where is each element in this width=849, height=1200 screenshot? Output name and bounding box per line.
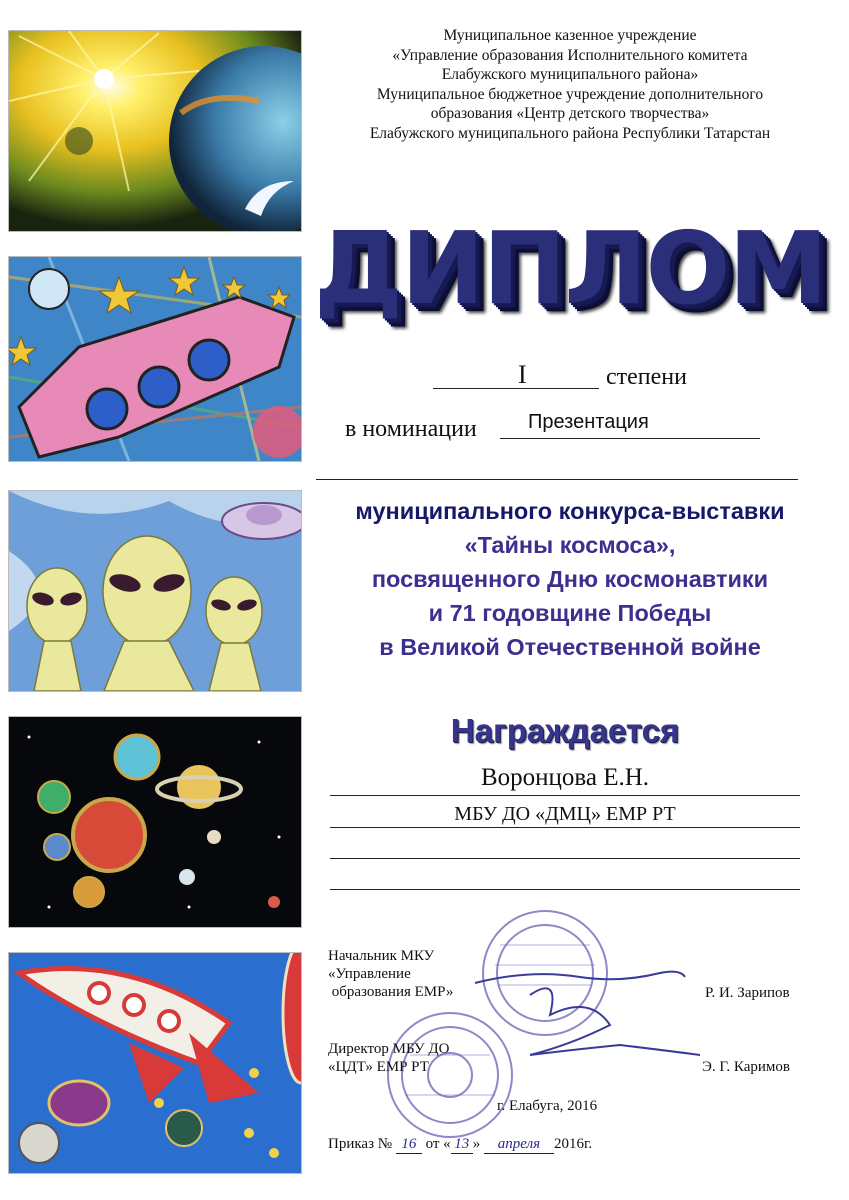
blank-line	[316, 479, 798, 480]
order-number: 16	[396, 1135, 422, 1154]
signatory-2-title-line: «ЦДТ» ЕМР РТ	[328, 1059, 429, 1075]
contest-line: посвященного Дню космонавтики	[371, 566, 769, 592]
order-prefix: Приказ №	[328, 1136, 393, 1152]
signatory-1-title-line: образования ЕМР»	[328, 984, 454, 1000]
artwork-rocket-beads	[8, 952, 302, 1174]
contest-line: «Тайны космоса»,	[464, 532, 676, 558]
contest-description	[310, 494, 830, 664]
signatory-2-title	[328, 1040, 449, 1076]
order-from: от «	[425, 1136, 451, 1152]
blank-line	[330, 889, 800, 890]
header-line: Елабужского муниципального района»	[441, 66, 699, 84]
nomination-underline	[500, 438, 760, 439]
nomination-label: в номинации	[345, 416, 477, 442]
blank-line	[330, 858, 800, 859]
contest-line: в Великой Отечественной войне	[379, 634, 761, 660]
rocket-crayon-illustration	[9, 257, 301, 461]
signature-2-icon	[530, 988, 700, 1055]
recipient-name: Воронцова Е.Н.	[480, 764, 650, 791]
rocket-beads-illustration	[9, 953, 301, 1173]
org-underline	[330, 827, 800, 828]
artwork-aliens	[8, 490, 302, 692]
header-line: образования «Центр детского творчества»	[430, 105, 710, 123]
sun-planet-illustration	[9, 31, 301, 231]
order-year: 2016г.	[553, 1136, 593, 1152]
order-close: »	[472, 1136, 481, 1152]
degree-underline	[433, 388, 599, 389]
artwork-rocket-crayon	[8, 256, 302, 462]
header-line: Елабужского муниципального района Республики Татарстан	[369, 124, 771, 142]
signatory-1-title-line: Начальник МКУ	[328, 948, 435, 964]
aliens-illustration	[9, 491, 301, 691]
signature-marks	[470, 955, 700, 1075]
order-line	[328, 1135, 592, 1154]
artwork-planets	[8, 716, 302, 928]
signatory-2-name: Э. Г. Каримов	[702, 1059, 790, 1075]
awarded-label: Награждается	[450, 712, 680, 749]
header-line: Муниципальное бюджетное учреждение дополнительного	[376, 85, 764, 103]
signatory-2-title-line: Директор МБУ ДО	[328, 1041, 450, 1057]
nomination-value: Презентация	[528, 411, 649, 433]
signatory-1-title	[328, 947, 453, 1001]
recipient-org: МБУ ДО «ДМЦ» ЕМР РТ	[454, 803, 676, 825]
degree-suffix: степени	[606, 364, 687, 390]
order-day: 13	[451, 1135, 473, 1154]
recipient-underline	[330, 795, 800, 796]
degree-value: I	[518, 360, 527, 389]
issuer-header	[320, 26, 820, 144]
diploma-title: ДИПЛОМ	[313, 210, 827, 327]
planets-illustration	[9, 717, 301, 927]
signature-1-icon	[475, 972, 685, 983]
contest-line: муниципального конкурса-выставки	[355, 498, 785, 524]
signatory-1-name: Р. И. Зарипов	[705, 985, 790, 1001]
header-line: «Управление образования Исполнительного комитета	[392, 46, 748, 64]
order-month: апреля	[484, 1135, 554, 1154]
header-line: Муниципальное казенное учреждение	[443, 27, 697, 44]
contest-line: и 71 годовщине Победы	[428, 600, 712, 626]
artwork-sun-planet	[8, 30, 302, 232]
signatory-1-title-line: «Управление	[328, 966, 411, 982]
city-year: г. Елабуга, 2016	[497, 1098, 598, 1114]
